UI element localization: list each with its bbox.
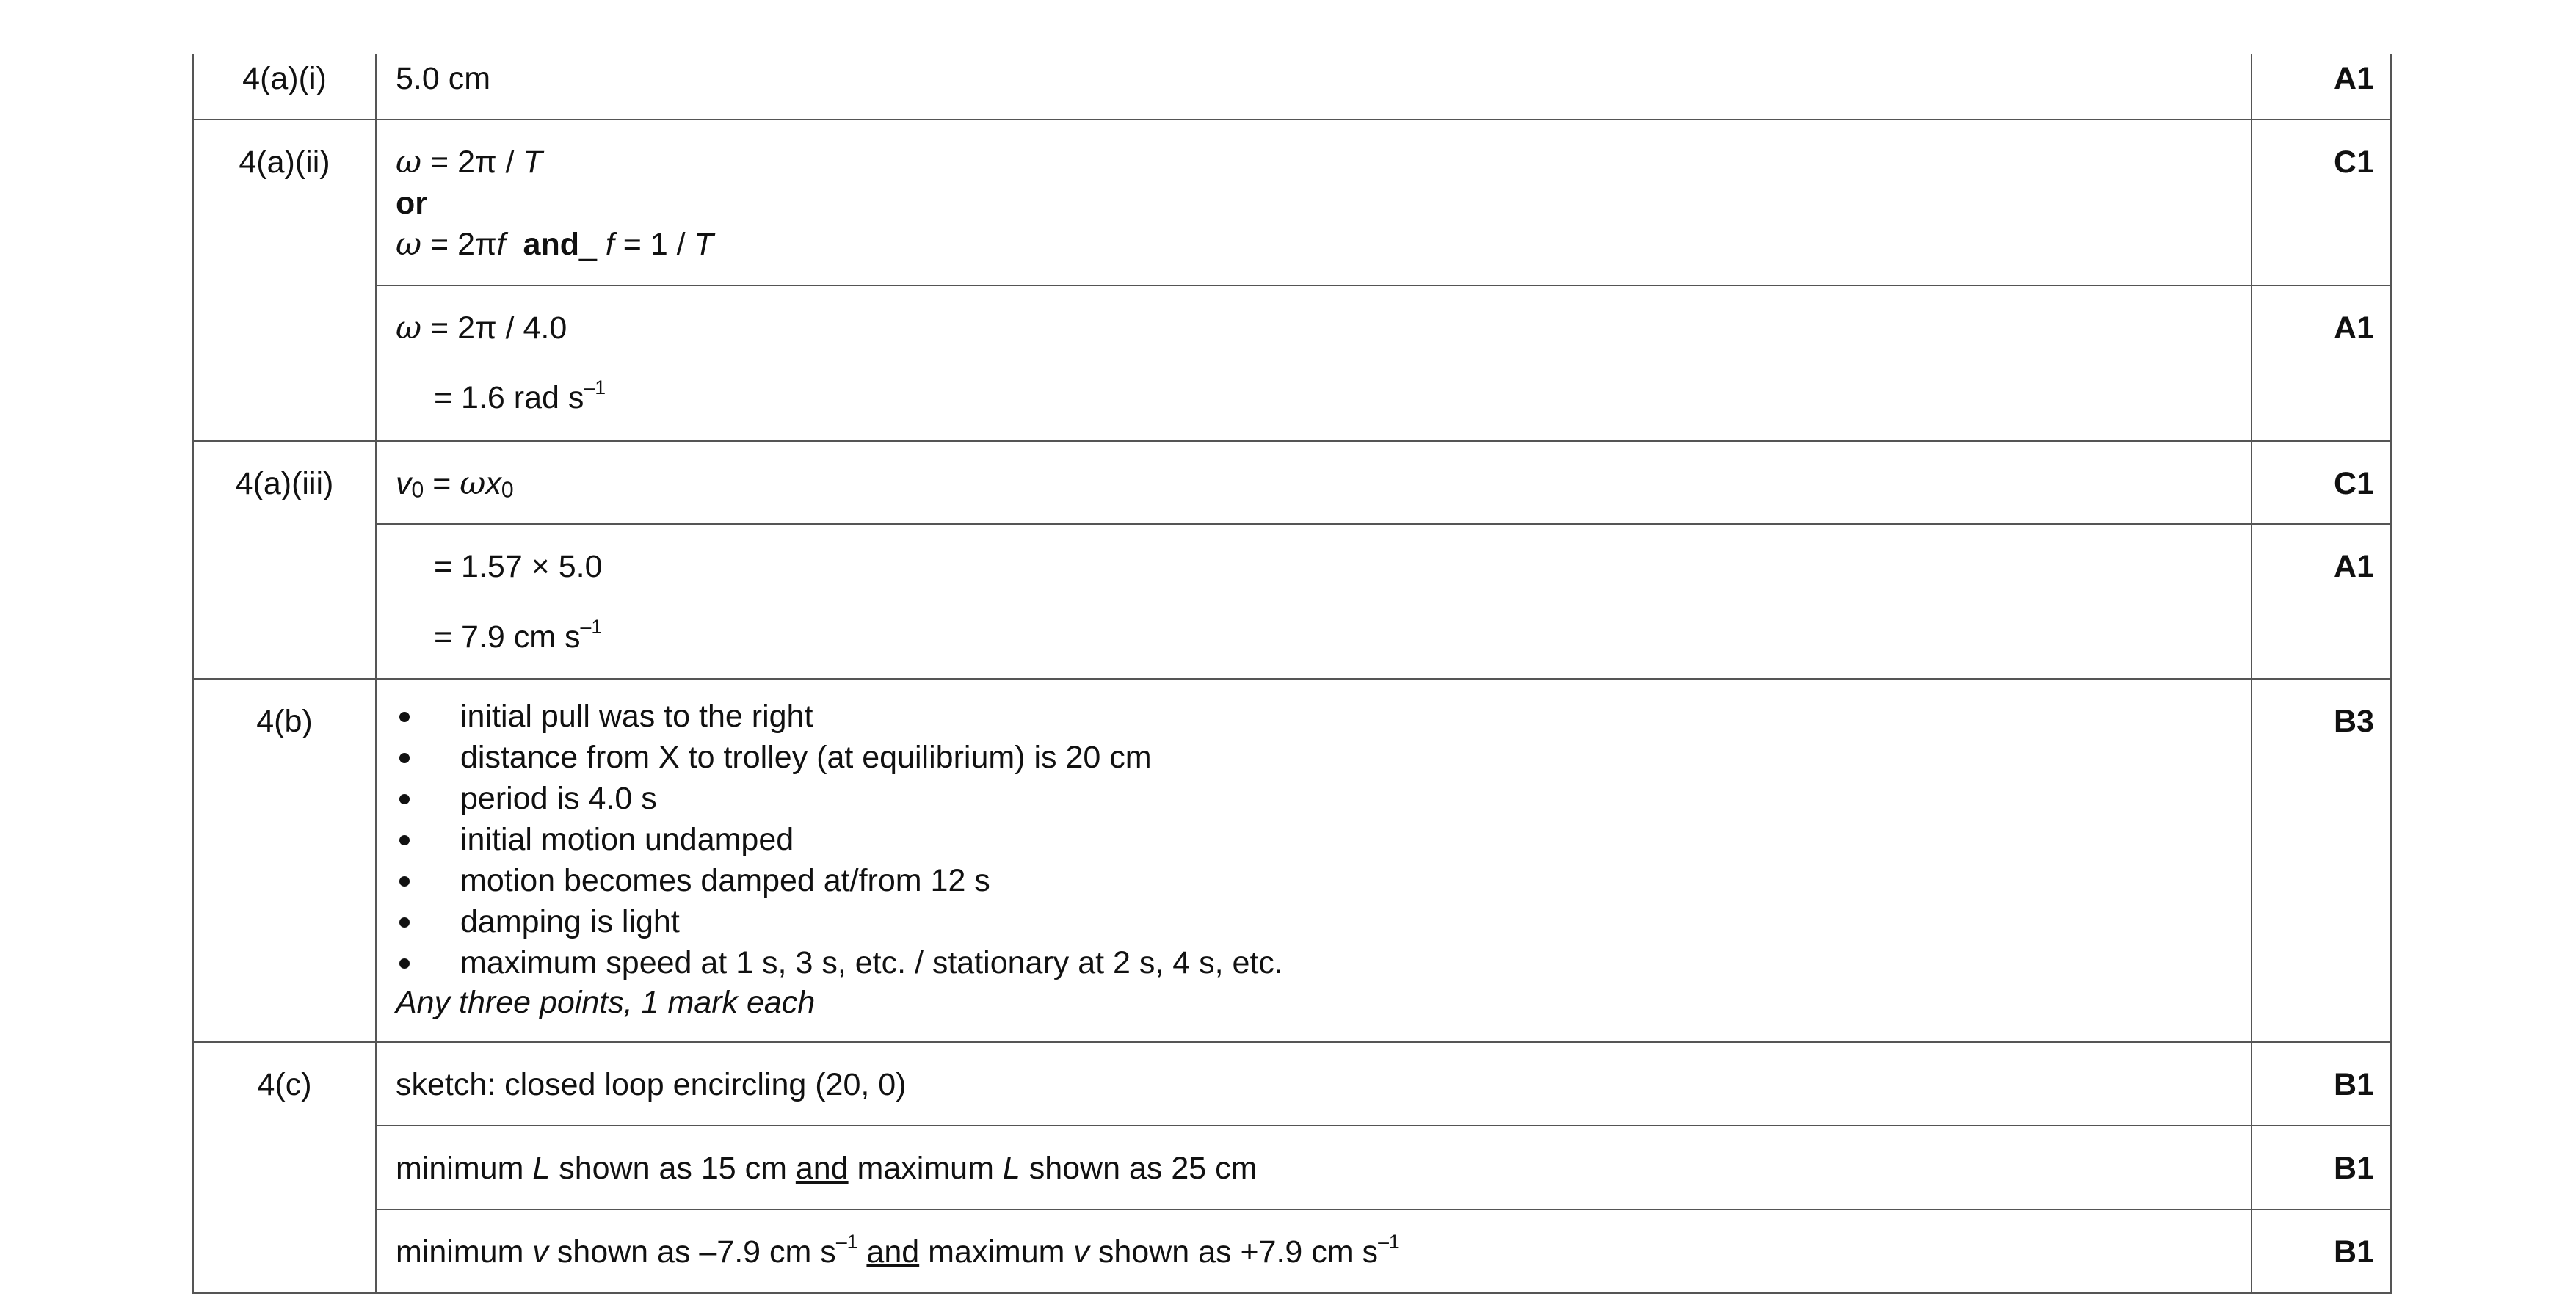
variable-T: T <box>523 144 543 180</box>
equation-text: = 2π <box>421 226 497 262</box>
list-item: period is 4.0 s <box>396 778 2232 819</box>
table-row <box>193 679 2391 1042</box>
answer-line <box>396 225 2232 266</box>
variable-v: v <box>1073 1234 1089 1270</box>
variable-T: T <box>694 226 714 262</box>
question-number: 4(c) <box>193 1042 376 1293</box>
table-row <box>193 120 2391 285</box>
variable-x: x <box>485 465 501 501</box>
omega-symbol: ω <box>460 465 486 502</box>
table-row <box>193 54 2391 120</box>
list-item: maximum speed at 1 s, 3 s, etc. / stationary at 2 s, 4 s, etc. <box>396 942 2232 983</box>
answer-text: shown as 25 cm <box>1020 1151 1258 1187</box>
mark-scheme-table <box>192 54 2392 1294</box>
mark-cell: B3 <box>2252 679 2391 1042</box>
answer-line <box>396 378 2232 419</box>
answer-text: sketch: closed loop encircling (20, 0) <box>396 1067 907 1103</box>
list-item: initial pull was to the right <box>396 696 2232 737</box>
equation-text: = <box>424 465 460 501</box>
calculation-text: = 1.57 × 5.0 <box>434 549 603 585</box>
answer-text: maximum <box>848 1151 1003 1187</box>
answer-cell <box>376 679 2252 1042</box>
variable-L: L <box>1002 1151 1020 1187</box>
answer-cell <box>376 1042 2252 1126</box>
mark-cell: A1 <box>2252 54 2391 120</box>
subscript: 0 <box>411 478 424 503</box>
mark-cell: C1 <box>2252 120 2391 285</box>
answer-line <box>396 1148 2232 1190</box>
answer-text <box>857 1234 866 1270</box>
omega-symbol: ω <box>396 143 422 181</box>
table-row <box>193 524 2391 679</box>
answer-cell <box>376 441 2252 525</box>
result-text: = 1.6 rad s <box>434 380 584 416</box>
list-item: distance from X to trolley (at equilibrium) is 20 cm <box>396 737 2232 778</box>
and-label: and <box>523 226 579 262</box>
question-number: 4(a)(ii) <box>193 120 376 441</box>
table-row <box>193 1126 2391 1209</box>
result-text: = 7.9 cm s <box>434 619 581 655</box>
mark-cell: A1 <box>2252 524 2391 679</box>
omega-symbol: ω <box>396 309 422 346</box>
answer-cell <box>376 524 2252 679</box>
answer-cell <box>376 285 2252 441</box>
table-row <box>193 285 2391 441</box>
variable-f: f <box>496 226 506 262</box>
variable-f: f <box>605 226 614 262</box>
mark-cell: A1 <box>2252 285 2391 441</box>
list-item: initial motion undamped <box>396 819 2232 860</box>
equation-text: = 1 / <box>614 226 694 262</box>
exponent: –1 <box>584 376 606 399</box>
question-number: 4(b) <box>193 679 376 1042</box>
subscript: 0 <box>501 478 514 503</box>
table-row <box>193 1042 2391 1126</box>
exponent: –1 <box>835 1231 858 1253</box>
equation-text: = 2π / <box>421 144 523 180</box>
equation-text: = 2π / 4.0 <box>421 310 567 346</box>
omega-symbol: ω <box>396 225 422 263</box>
answer-line <box>396 142 2232 183</box>
and-label: and <box>866 1234 920 1270</box>
answer-text: maximum <box>919 1234 1074 1270</box>
variable-v: v <box>532 1234 548 1270</box>
answer-line <box>396 1232 2232 1273</box>
answer-cell <box>376 1209 2252 1293</box>
answer-cell <box>376 54 2252 120</box>
answer-line <box>396 617 2232 658</box>
answer-text: 5.0 cm <box>396 61 491 96</box>
answer-text: shown as +7.9 cm s <box>1089 1234 1379 1270</box>
answer-cell <box>376 1126 2252 1209</box>
mark-cell: B1 <box>2252 1209 2391 1293</box>
exponent: –1 <box>580 616 603 638</box>
answer-text: shown as 15 cm <box>550 1151 796 1187</box>
mark-cell: C1 <box>2252 441 2391 525</box>
variable-L: L <box>532 1151 551 1187</box>
question-number: 4(a)(iii) <box>193 441 376 680</box>
answer-cell <box>376 120 2252 285</box>
table-row <box>193 441 2391 525</box>
mark-cell: B1 <box>2252 1042 2391 1126</box>
exponent: –1 <box>1378 1231 1400 1253</box>
list-item: motion becomes damped at/from 12 s <box>396 860 2232 901</box>
underscore-mark: _ <box>578 226 597 262</box>
answer-text: minimum <box>396 1234 533 1270</box>
mark-cell: B1 <box>2252 1126 2391 1209</box>
answer-line <box>396 308 2232 349</box>
variable-v: v <box>396 465 412 501</box>
points-list <box>396 696 2232 983</box>
table-row <box>193 1209 2391 1293</box>
answer-text: shown as –7.9 cm s <box>548 1234 836 1270</box>
marking-note: Any three points, 1 mark each <box>396 985 816 1021</box>
answer-line <box>396 464 2232 505</box>
question-number: 4(a)(i) <box>193 54 376 120</box>
answer-text: minimum <box>396 1151 533 1187</box>
or-label: or <box>396 185 427 221</box>
list-item: damping is light <box>396 901 2232 942</box>
and-label: and <box>795 1151 849 1187</box>
